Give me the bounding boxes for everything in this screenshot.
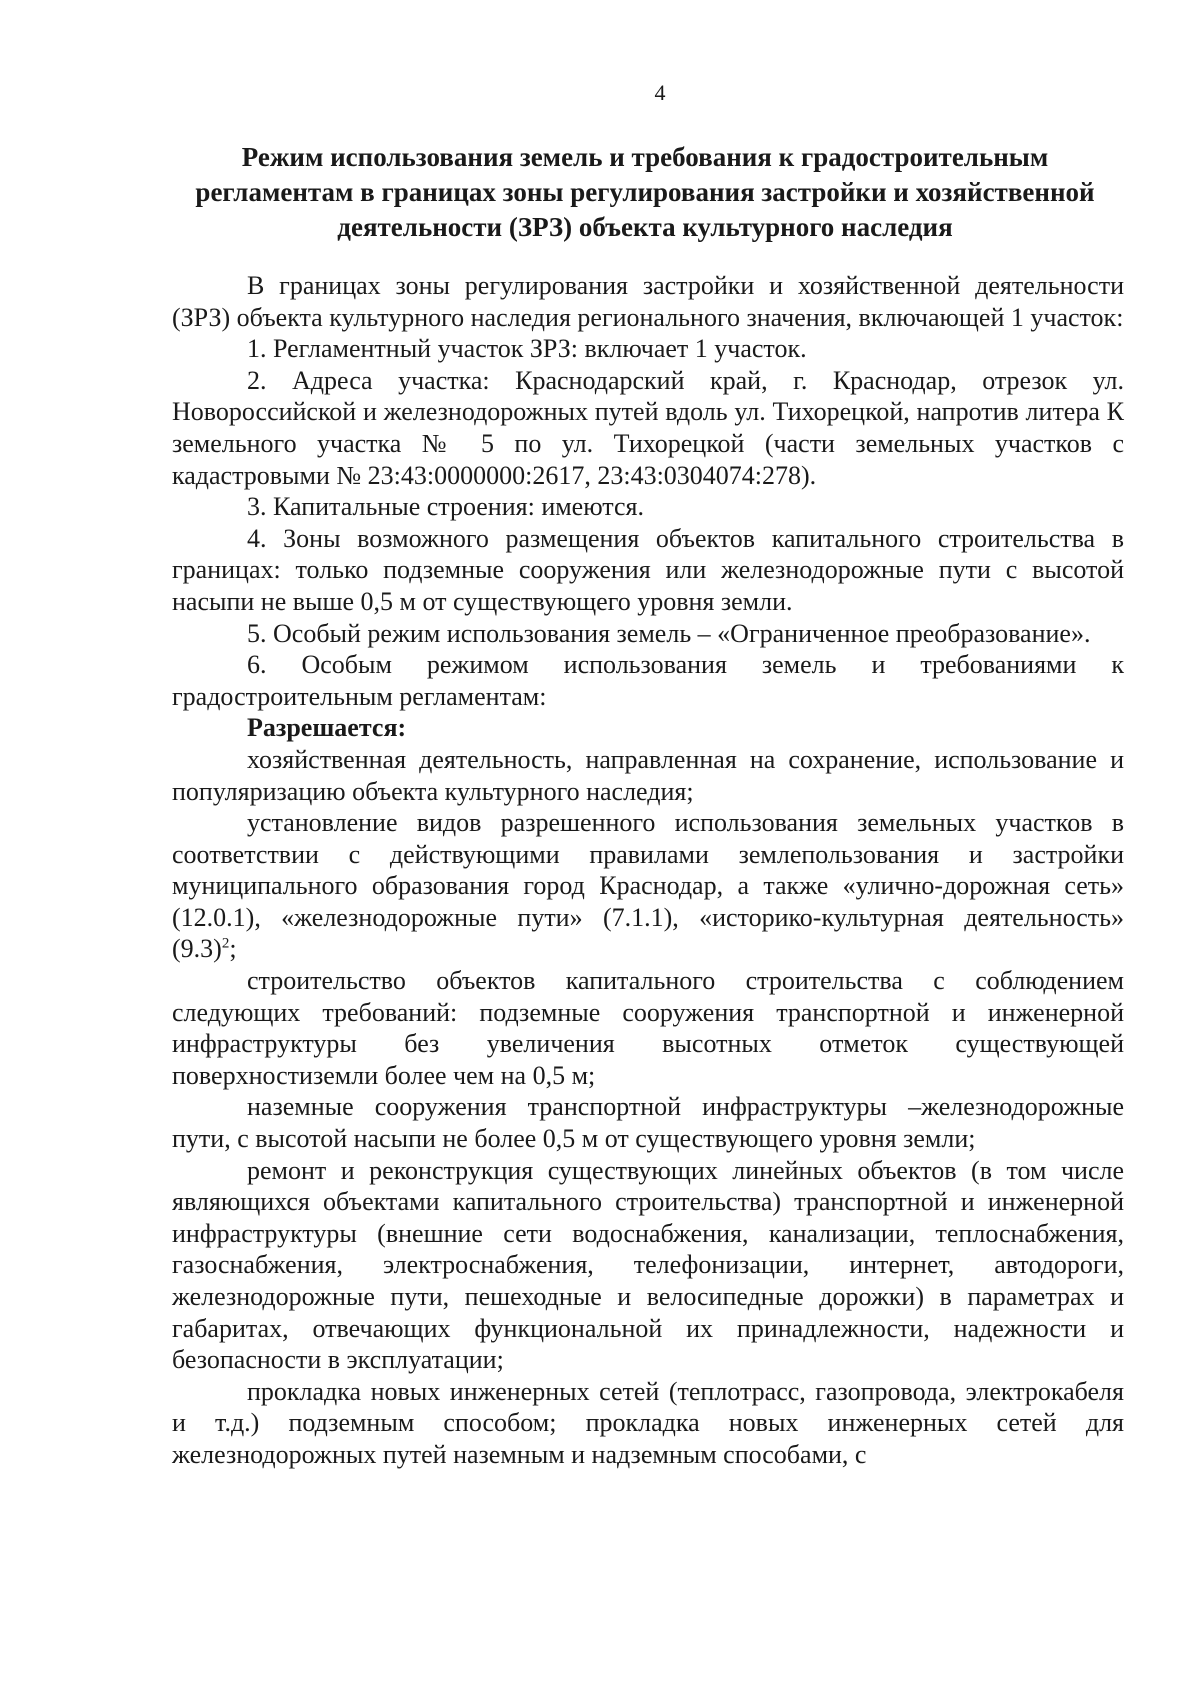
page-number: 4 xyxy=(654,80,666,105)
document-body xyxy=(172,270,1124,1471)
allowed-item-6: прокладка новых инженерных сетей (теплотрасс, газопровода, электрокабеля и т.д.) подземным способом; прокладка новых инженерных сетей для железнодорожных путей наземным и надземным способами, с xyxy=(172,1376,1124,1469)
list-item-5: 5. Особый режим использования земель – «Ограниченное преобразование». xyxy=(247,618,1091,648)
allowed-item-1: хозяйственная деятельность, направленная на сохранение, использование и популяризацию объекта культурного наследия; xyxy=(172,744,1124,806)
allowed-heading: Разрешается: xyxy=(247,713,407,743)
allowed-item-5: ремонт и реконструкция существующих линейных объектов (в том числе являющихся объектами капитального строительства) транспортной и инженерной инфраструктуры (внешние сети водоснабжения, канализации, теплоснабжения, газоснабжения, электроснабжения, телефонизации, интернет, автодороги, железнодорожные пути, пешеходные и велосипедные дорожки) в параметрах и габаритах, отвечающих функциональной их принадлежности, надежности и безопасности в эксплуатации; xyxy=(172,1155,1124,1375)
allowed-item-2 xyxy=(172,807,1124,965)
list-item-1: 1. Регламентный участок ЗРЗ: включает 1 участок. xyxy=(247,334,807,364)
list-item-2: 2. Адреса участка: Краснодарский край, г. Краснодар, отрезок ул. Новороссийской и железнодорожных путей вдоль ул. Тихорецкой, напротив литера К земельного участка № 5 по ул. Тихорецкой (части земельных участков с кадастровыми № 23:43:0000000:2617, 23:43:0304074:278). xyxy=(172,365,1124,490)
allowed-item-3: строительство объектов капитального строительства с соблюдением следующих требований: подземные сооружения транспортной и инженерной инфраструктуры без увеличения высотных отметок существующей поверхностиземли более чем на 0,5 м; xyxy=(172,966,1124,1090)
intro-paragraph: В границах зоны регулирования застройки и хозяйственной деятельности (ЗРЗ) объекта культурного наследия регионального значения, включающей 1 участок: xyxy=(172,271,1124,332)
list-item-4: 4. Зоны возможного размещения объектов капитального строительства в границах: только подземные сооружения или железнодорожные пути с высотой насыпи не выше 0,5 м от существующего уровня земли. xyxy=(172,523,1124,616)
list-item-6: 6. Особым режимом использования земель и требованиями к градостроительным регламентам: xyxy=(172,650,1124,711)
allowed-item-2-text: установление видов разрешенного использования земельных участков в соответствии с действующими правилами землепользования и застройки муниципального образования город Краснодар, а также «улично-дорожная сеть» (12.0.1), «железнодорожные пути» (7.1.1), «историко-культурная деятельность» (9.3) xyxy=(172,808,1124,964)
document-title: Режим использования земель и требования к градостроительным регламентам в границах зоны регулирования застройки и хозяйственной деятельности (ЗРЗ) объекта культурного наследия xyxy=(195,142,1095,242)
footnote-mark: 2 xyxy=(221,935,230,952)
allowed-item-4: наземные сооружения транспортной инфраструктуры –железнодорожные пути, с высотой насыпи не более 0,5 м от существующего уровня земли; xyxy=(172,1092,1124,1154)
list-item-3: 3. Капитальные строения: имеются. xyxy=(247,492,644,522)
footnote-suffix: ; xyxy=(229,934,237,964)
